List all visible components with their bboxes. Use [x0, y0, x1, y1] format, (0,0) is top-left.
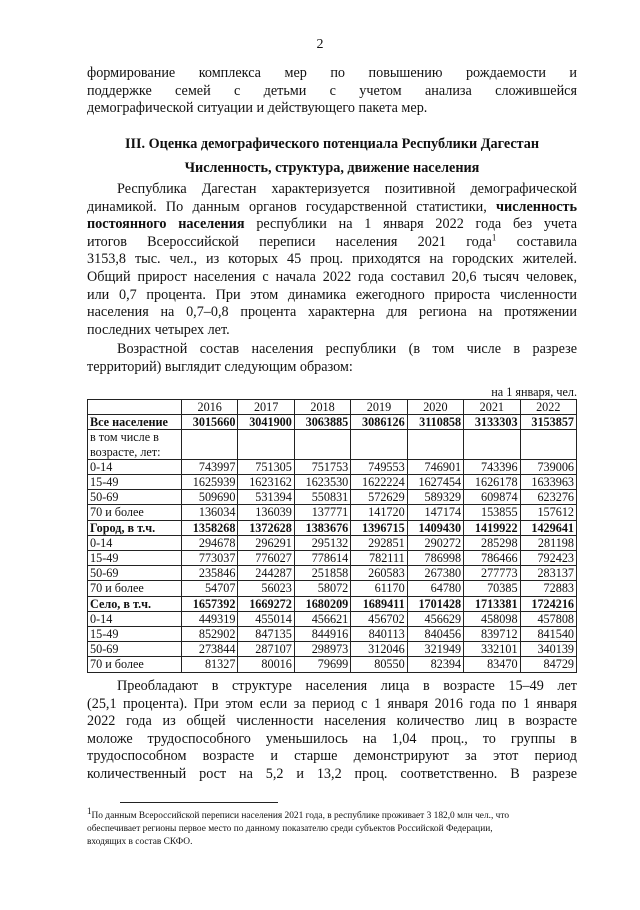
table-cell: 841540 — [520, 627, 576, 642]
table-cell — [182, 430, 238, 445]
table-cell: 509690 — [182, 490, 238, 505]
table-cell: 1657392 — [182, 596, 238, 611]
age-structure-paragraph — [87, 341, 577, 376]
year-header: 2017 — [238, 400, 294, 415]
para1-bold-text: численность — [496, 198, 577, 215]
table-cell: 332101 — [464, 642, 520, 657]
footnote-line: обеспечивает регионы первое место по данному показателю среди субъектов Российской Федерации, — [87, 824, 493, 835]
table-cell: 3153857 — [520, 415, 576, 430]
row-label: 70 и более — [88, 581, 182, 596]
table-row — [88, 430, 577, 445]
table-cell: 292851 — [351, 535, 407, 550]
table-cell: 267380 — [407, 566, 463, 581]
footnote-line — [87, 805, 577, 823]
para1-text: республики на 1 января 2022 года без учета — [256, 216, 577, 233]
table-cell: 840113 — [351, 627, 407, 642]
para1-line — [87, 216, 577, 234]
table-cell — [351, 430, 407, 445]
year-header: 2020 — [407, 400, 463, 415]
para1-line: последних четырех лет. — [87, 321, 230, 338]
table-cell: 277773 — [464, 566, 520, 581]
paragraph-line: формирование комплекса мер по повышению рождаемости и — [87, 65, 577, 81]
table-cell: 3015660 — [182, 415, 238, 430]
table-cell: 296291 — [238, 535, 294, 550]
table-row — [88, 627, 577, 642]
table-cell: 79699 — [294, 657, 350, 672]
table-cell: 3063885 — [294, 415, 350, 430]
table-cell: 531394 — [238, 490, 294, 505]
table-cell: 56023 — [238, 581, 294, 596]
table-row — [88, 642, 577, 657]
table-cell: 751305 — [238, 459, 294, 474]
paragraph-line: Возрастной состав населения республики (в том числе в разрезе — [117, 341, 577, 357]
table-cell: 281198 — [520, 535, 576, 550]
row-label: в том числе в — [88, 430, 182, 445]
table-cell: 273844 — [182, 642, 238, 657]
table-cell — [464, 430, 520, 445]
row-label: 50-69 — [88, 490, 182, 505]
table-cell: 739006 — [520, 459, 576, 474]
table-cell: 84729 — [520, 657, 576, 672]
footnote-line: входящих в состав СКФО. — [87, 837, 193, 848]
table-cell: 260583 — [351, 566, 407, 581]
year-header: 2016 — [182, 400, 238, 415]
table-cell: 1701428 — [407, 596, 463, 611]
table-cell — [407, 445, 463, 460]
table-cell — [238, 445, 294, 460]
row-label: 15-49 — [88, 551, 182, 566]
table-cell: 61170 — [351, 581, 407, 596]
table-cell: 1419922 — [464, 520, 520, 535]
table-cell: 456621 — [294, 611, 350, 626]
table-cell: 1372628 — [238, 520, 294, 535]
table-cell: 751753 — [294, 459, 350, 474]
table-row — [88, 581, 577, 596]
table-cell: 743396 — [464, 459, 520, 474]
row-label: 15-49 — [88, 475, 182, 490]
table-cell: 1713381 — [464, 596, 520, 611]
table-cell: 786466 — [464, 551, 520, 566]
para1-text: итогов Всероссийской переписи населения 2021 года — [87, 233, 492, 250]
paragraph-line: моложе трудоспособного уменьшилось на 1,04 проц., то группы в — [87, 730, 577, 747]
table-cell: 457808 — [520, 611, 576, 626]
page-number: 2 — [316, 37, 324, 52]
table-cell: 290272 — [407, 535, 463, 550]
table-cell: 1627454 — [407, 475, 463, 490]
table-cell: 58072 — [294, 581, 350, 596]
table-cell: 1383676 — [294, 520, 350, 535]
table-row — [88, 459, 577, 474]
row-label: Город, в т.ч. — [88, 520, 182, 535]
paragraph-line: Преобладают в структуре населения лица в возрасте 15–49 лет — [117, 678, 577, 694]
table-cell: 792423 — [520, 551, 576, 566]
table-cell — [520, 445, 576, 460]
table-cell: 3086126 — [351, 415, 407, 430]
row-label: 0-14 — [88, 611, 182, 626]
table-cell: 623276 — [520, 490, 576, 505]
table-cell: 782111 — [351, 551, 407, 566]
table-cell: 153855 — [464, 505, 520, 520]
table-cell: 449319 — [182, 611, 238, 626]
table-cell: 1669272 — [238, 596, 294, 611]
table-header-row — [88, 400, 577, 415]
table-cell: 70385 — [464, 581, 520, 596]
table-cell: 147174 — [407, 505, 463, 520]
table-cell: 1689411 — [351, 596, 407, 611]
para1-line — [87, 234, 577, 252]
table-row — [88, 611, 577, 626]
table-cell: 746901 — [407, 459, 463, 474]
table-cell: 749553 — [351, 459, 407, 474]
para1-bold-text: постоянного населения — [87, 216, 245, 233]
table-cell: 456702 — [351, 611, 407, 626]
population-paragraph — [87, 181, 577, 339]
table-cell — [182, 445, 238, 460]
para1-line: или 0,7 процента. При этом динамика ежегодного прироста численности — [87, 286, 577, 303]
row-label: 50-69 — [88, 642, 182, 657]
table-cell: 244287 — [238, 566, 294, 581]
table-cell: 572629 — [351, 490, 407, 505]
table-cell: 312046 — [351, 642, 407, 657]
year-header: 2021 — [464, 400, 520, 415]
row-label: 50-69 — [88, 566, 182, 581]
row-label: Село, в т.ч. — [88, 596, 182, 611]
row-label: возрасте, лет: — [88, 445, 182, 460]
year-header: 2019 — [351, 400, 407, 415]
table-cell: 295132 — [294, 535, 350, 550]
table-cell: 840456 — [407, 627, 463, 642]
table-cell — [520, 430, 576, 445]
table-cell: 54707 — [182, 581, 238, 596]
table-cell: 80550 — [351, 657, 407, 672]
table-cell: 294678 — [182, 535, 238, 550]
table-cell: 852902 — [182, 627, 238, 642]
year-header: 2018 — [294, 400, 350, 415]
table-cell — [294, 445, 350, 460]
table-cell: 743997 — [182, 459, 238, 474]
table-cell: 137771 — [294, 505, 350, 520]
table-cell: 844916 — [294, 627, 350, 642]
table-cell — [407, 430, 463, 445]
paragraph-line: (25,1 процента). При этом если за период с 1 января 2016 года по 1 января — [87, 695, 577, 712]
table-cell: 773037 — [182, 551, 238, 566]
paragraph-line: 2022 года из общей численности населения количество лиц в возрасте — [87, 713, 577, 730]
table-body — [88, 415, 577, 672]
table-cell: 321949 — [407, 642, 463, 657]
table-cell: 455014 — [238, 611, 294, 626]
subsection-heading: Численность, структура, движение населения — [184, 160, 480, 176]
table-cell: 1409430 — [407, 520, 463, 535]
row-label: 0-14 — [88, 459, 182, 474]
table-cell: 251858 — [294, 566, 350, 581]
paragraph-line: территорий) выглядит следующим образом: — [87, 358, 353, 375]
table-cell: 136039 — [238, 505, 294, 520]
para1-line: 3153,8 тыс. чел., из которых 45 проц. приходятся на городских жителей. — [87, 251, 577, 268]
structure-paragraph — [87, 678, 577, 784]
table-cell: 1625939 — [182, 475, 238, 490]
table-cell: 609874 — [464, 490, 520, 505]
table-cell: 1724216 — [520, 596, 576, 611]
para1-line: Общий прирост населения с начала 2022 года составил 20,6 тысяч человек, — [87, 268, 577, 285]
table-cell: 83470 — [464, 657, 520, 672]
table-cell: 847135 — [238, 627, 294, 642]
table-cell: 82394 — [407, 657, 463, 672]
table-cell — [464, 445, 520, 460]
table-cell: 1626178 — [464, 475, 520, 490]
para1-line: Республика Дагестан характеризуется позитивной демографической — [117, 181, 577, 197]
table-cell: 81327 — [182, 657, 238, 672]
table-row — [88, 566, 577, 581]
table-cell: 340139 — [520, 642, 576, 657]
table-row — [88, 505, 577, 520]
para1-line — [87, 199, 577, 217]
table-unit-note: на 1 января, чел. — [491, 385, 577, 399]
table-cell: 1429641 — [520, 520, 576, 535]
table-cell: 1622224 — [351, 475, 407, 490]
table-cell: 283137 — [520, 566, 576, 581]
table-cell: 839712 — [464, 627, 520, 642]
paragraph-line: количественный рост на 5,2 и 13,2 проц. соответственно. В разрезе — [87, 765, 577, 782]
table-row — [88, 535, 577, 550]
intro-paragraph — [87, 65, 577, 118]
table-row — [88, 475, 577, 490]
footnote-text: По данным Всероссийской переписи населения 2021 года, в республике проживает 3 182,0 млн чел., что — [91, 811, 510, 821]
table-row — [88, 551, 577, 566]
table-cell: 136034 — [182, 505, 238, 520]
paragraph-line: трудоспособном возрасте и старше демонстрируют за этот период — [87, 748, 577, 765]
table-cell: 456629 — [407, 611, 463, 626]
table-row — [88, 415, 577, 430]
row-label: 15-49 — [88, 627, 182, 642]
table-cell: 1396715 — [351, 520, 407, 535]
para1-text: составила — [516, 233, 577, 250]
table-cell: 550831 — [294, 490, 350, 505]
table-cell — [238, 430, 294, 445]
footnote-divider — [120, 802, 278, 803]
table-cell: 786998 — [407, 551, 463, 566]
footnote — [87, 805, 577, 850]
table-cell: 776027 — [238, 551, 294, 566]
table-cell: 458098 — [464, 611, 520, 626]
table-header-blank — [88, 400, 182, 415]
table-cell: 3110858 — [407, 415, 463, 430]
table-row — [88, 657, 577, 672]
table-row — [88, 596, 577, 611]
table-cell: 589329 — [407, 490, 463, 505]
table-cell: 3133303 — [464, 415, 520, 430]
table-cell: 3041900 — [238, 415, 294, 430]
row-label: 70 и более — [88, 657, 182, 672]
table-cell: 1358268 — [182, 520, 238, 535]
table-cell — [294, 430, 350, 445]
table-cell: 1633963 — [520, 475, 576, 490]
table-cell: 298973 — [294, 642, 350, 657]
paragraph-line: поддержке семей с детьми с учетом анализа сложившейся — [87, 82, 577, 99]
table-cell: 80016 — [238, 657, 294, 672]
paragraph-line: демографической ситуации и действующего пакета мер. — [87, 100, 428, 117]
table-cell: 287107 — [238, 642, 294, 657]
table-cell: 1623530 — [294, 475, 350, 490]
table-cell: 141720 — [351, 505, 407, 520]
table-cell: 285298 — [464, 535, 520, 550]
footnote-ref: 1 — [491, 233, 497, 243]
row-label: 70 и более — [88, 505, 182, 520]
table-cell: 235846 — [182, 566, 238, 581]
table-cell: 64780 — [407, 581, 463, 596]
table-cell: 157612 — [520, 505, 576, 520]
table-cell: 72883 — [520, 581, 576, 596]
table-cell — [351, 445, 407, 460]
row-label: 0-14 — [88, 535, 182, 550]
para1-line: населения на 0,7–0,8 процента характерна для региона на протяжении — [87, 304, 577, 321]
table-cell: 1623162 — [238, 475, 294, 490]
population-table — [87, 399, 577, 673]
row-label: Все население — [88, 415, 182, 430]
footnote-marker: 1 — [87, 805, 92, 816]
table-row — [88, 445, 577, 460]
table-row — [88, 490, 577, 505]
table-row — [88, 520, 577, 535]
section-heading: III. Оценка демографического потенциала Республики Дагестан — [124, 136, 540, 152]
year-header: 2022 — [520, 400, 576, 415]
table-cell: 778614 — [294, 551, 350, 566]
para1-text: динамикой. По данным органов государственной статистики, — [87, 198, 487, 215]
table-cell: 1680209 — [294, 596, 350, 611]
